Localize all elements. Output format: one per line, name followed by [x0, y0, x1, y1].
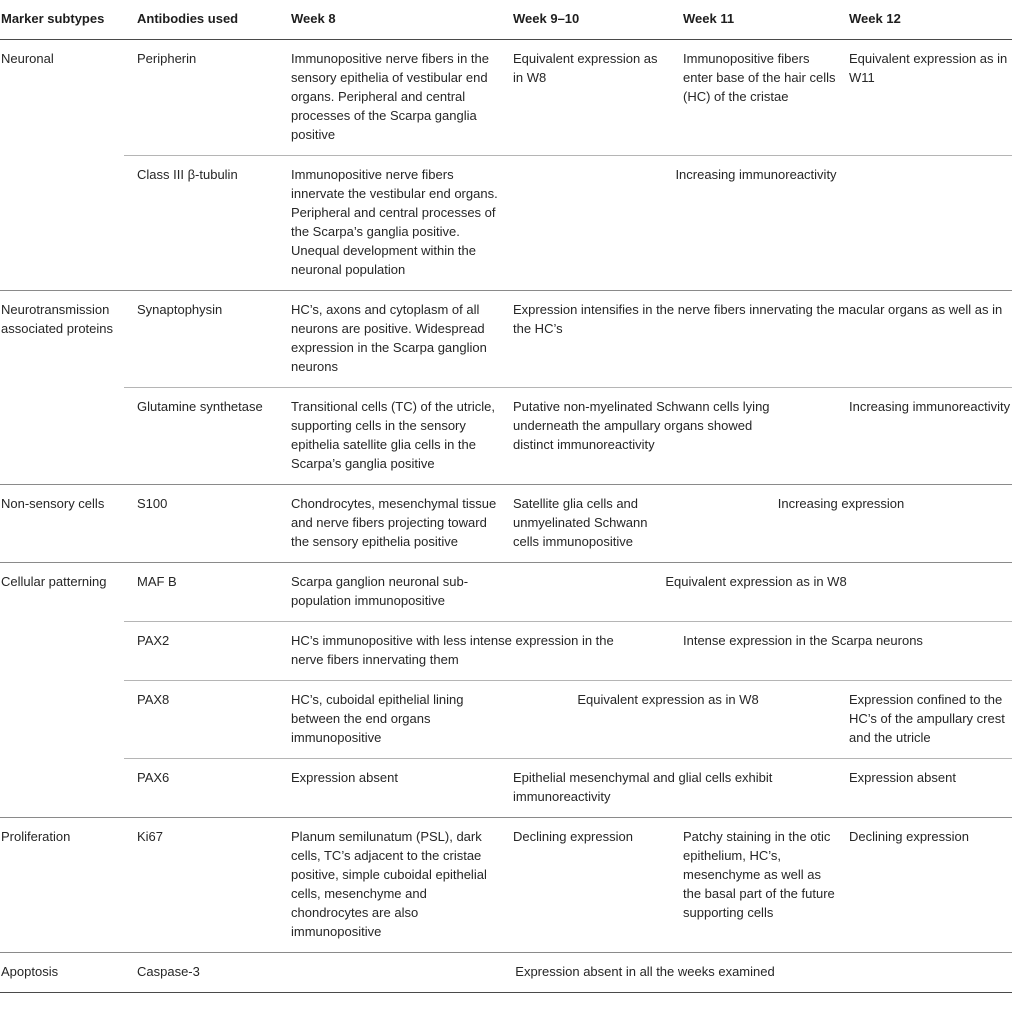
cell-mafb-w9-12: Equivalent expression as in W8 [500, 563, 1012, 622]
subtype-nonsensory: Non-sensory cells [0, 485, 124, 563]
cell-mafb-w8: Scarpa ganglion neuronal sub-population immunopositive [278, 563, 500, 622]
cell-s100-w11-12: Increasing expression [670, 485, 1012, 563]
header-antibodies-used: Antibodies used [124, 0, 278, 40]
cell-ki67-w12: Declining expression [836, 818, 1012, 953]
table-row-tubulin [0, 156, 1012, 291]
subtype-neurotransmission: Neurotransmission associated proteins [0, 291, 124, 485]
antibody-s100: S100 [124, 485, 278, 563]
antibody-pax6: PAX6 [124, 759, 278, 818]
subtype-proliferation: Proliferation [0, 818, 124, 953]
cell-peripherin-w12: Equivalent expression as in W11 [836, 40, 1012, 156]
table-row-pax8 [0, 681, 1012, 759]
cell-synaptophysin-w8: HC’s, axons and cytoplasm of all neurons are positive. Widespread expression in the Scarpa ganglion neurons [278, 291, 500, 388]
cell-ki67-w9-10: Declining expression [500, 818, 670, 953]
header-week-8: Week 8 [278, 0, 500, 40]
cell-caspase-all: Expression absent in all the weeks examined [278, 953, 1012, 993]
subtype-apoptosis: Apoptosis [0, 953, 124, 993]
subtype-patterning: Cellular patterning [0, 563, 124, 818]
table-row-pax6 [0, 759, 1012, 818]
antibody-glutamine: Glutamine synthetase [124, 388, 278, 485]
cell-pax2-w8-10: HC’s immunopositive with less intense expression in the nerve fibers innervating them [278, 622, 670, 681]
cell-tubulin-w9-12: Increasing immunoreactivity [500, 156, 1012, 291]
cell-pax8-w12: Expression confined to the HC’s of the ampullary crest and the utricle [836, 681, 1012, 759]
cell-pax6-w12: Expression absent [836, 759, 1012, 818]
table-row-caspase [0, 953, 1012, 993]
cell-peripherin-w9-10: Equivalent expression as in W8 [500, 40, 670, 156]
cell-glutamine-w8: Transitional cells (TC) of the utricle, supporting cells in the sensory epithelia satellite glia cells in the Scarpa’s ganglia positive [278, 388, 500, 485]
antibody-ki67: Ki67 [124, 818, 278, 953]
cell-pax8-w9-11: Equivalent expression as in W8 [500, 681, 836, 759]
header-marker-subtypes: Marker subtypes [0, 0, 124, 40]
table-row-ki67 [0, 818, 1012, 953]
header-week-9-10: Week 9–10 [500, 0, 670, 40]
cell-peripherin-w8: Immunopositive nerve fibers in the sensory epithelia of vestibular end organs. Peripheral and central processes of the Scarpa ganglia positive [278, 40, 500, 156]
antibody-tubulin: Class III β-tubulin [124, 156, 278, 291]
cell-tubulin-w8: Immunopositive nerve fibers innervate the vestibular end organs. Peripheral and central processes of the Scarpa’s ganglia positive. Unequal development within the neuronal population [278, 156, 500, 291]
antibody-pax2: PAX2 [124, 622, 278, 681]
header-week-12: Week 12 [836, 0, 1012, 40]
table-row-s100 [0, 485, 1012, 563]
cell-glutamine-w12: Increasing immunoreactivity [836, 388, 1012, 485]
cell-peripherin-w11: Immunopositive fibers enter base of the hair cells (HC) of the cristae [670, 40, 836, 156]
cell-pax6-w9-11: Epithelial mesenchymal and glial cells exhibit immunoreactivity [500, 759, 836, 818]
cell-ki67-w11: Patchy staining in the otic epithelium, HC’s, mesenchyme as well as the basal part of the future supporting cells [670, 818, 836, 953]
table-row-mafb [0, 563, 1012, 622]
table-row-synaptophysin [0, 291, 1012, 388]
cell-pax6-w8: Expression absent [278, 759, 500, 818]
cell-ki67-w8: Planum semilunatum (PSL), dark cells, TC’s adjacent to the cristae positive, simple cuboidal epithelial cells, mesenchyme and chondrocytes are also immunopositive [278, 818, 500, 953]
antibody-peripherin: Peripherin [124, 40, 278, 156]
cell-glutamine-w9-11: Putative non-myelinated Schwann cells lying underneath the ampullary organs showed distinct immunoreactivity [500, 388, 836, 485]
antibody-mafb: MAF B [124, 563, 278, 622]
antibody-caspase: Caspase-3 [124, 953, 278, 993]
cell-s100-w8: Chondrocytes, mesenchymal tissue and nerve fibers projecting toward the sensory epithelia positive [278, 485, 500, 563]
header-row [0, 0, 1012, 40]
antibody-synaptophysin: Synaptophysin [124, 291, 278, 388]
table-row-pax2 [0, 622, 1012, 681]
cell-synaptophysin-w9-12: Expression intensifies in the nerve fibers innervating the macular organs as well as in the HC’s [500, 291, 1012, 388]
subtype-neuronal: Neuronal [0, 40, 124, 291]
cell-pax2-w11-12: Intense expression in the Scarpa neurons [670, 622, 1012, 681]
header-week-11: Week 11 [670, 0, 836, 40]
antibody-pax8: PAX8 [124, 681, 278, 759]
table-row-peripherin [0, 40, 1012, 156]
cell-s100-w9-10: Satellite glia cells and unmyelinated Schwann cells immunopositive [500, 485, 670, 563]
table-row-glutamine [0, 388, 1012, 485]
cell-pax8-w8: HC’s, cuboidal epithelial lining between the end organs immunopositive [278, 681, 500, 759]
